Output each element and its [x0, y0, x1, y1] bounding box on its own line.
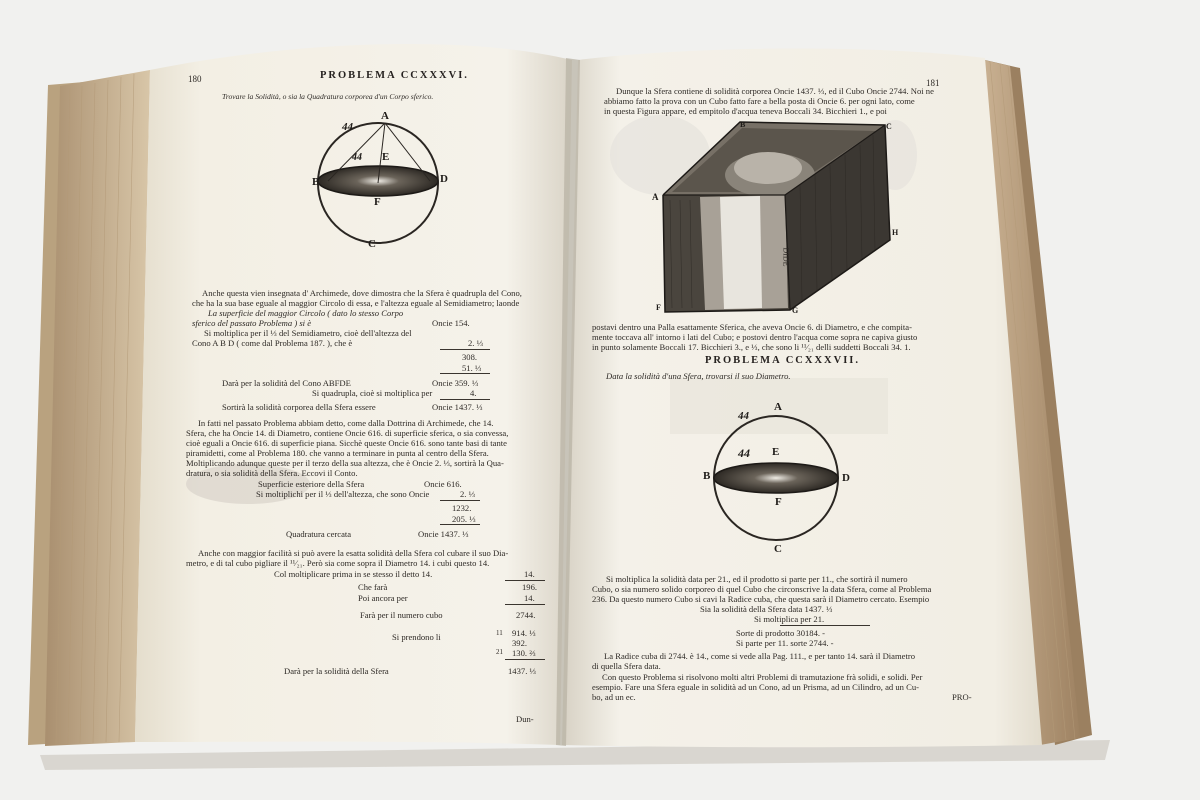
left-num: 51. ⅓ — [462, 363, 482, 373]
left-num: 14. — [524, 569, 535, 579]
left-num: 2. ⅓ — [468, 338, 484, 348]
left-text-line: Superficie esteriore della Sfera — [258, 479, 365, 489]
right-text-line: Si parte per 11. sorte 2744. - — [736, 638, 834, 648]
left-text-line: Anche con maggior facilità si può avere la esatta solidità della Sfera col cubare il suo Dia- — [198, 548, 509, 558]
left-subtitle: Trovare la Solidità, o sia la Quadratura corporea d'un Corpo sferico. — [222, 92, 434, 101]
fig-label-B: B — [703, 470, 711, 482]
cube-label-C: C — [886, 122, 892, 131]
left-text-line: Poi ancora per — [358, 593, 408, 603]
right-text-line: esempio. Fare una Sfera eguale in solidità ad un Cono, ad un Prisma, ad un Cilindro, ad un Cu- — [592, 682, 919, 692]
left-text-line: Si prendono li — [392, 632, 441, 642]
right-heading: PROBLEMA CCXXXVII. — [705, 355, 861, 366]
right-text-line: bo, ad un ec. — [592, 692, 636, 702]
right-text-line: postavi dentro una Palla esattamente Sferica, che aveva Oncie 6. di Diametro, e che compita- — [592, 322, 912, 332]
cube-label-H: H — [892, 228, 899, 237]
cube-label-G: G — [792, 306, 799, 315]
left-text-line: sferico del passato Problema ) si è — [192, 318, 312, 328]
fig-label-D: D — [842, 472, 850, 484]
left-num: 1232. — [452, 503, 472, 513]
right-text-line: Si moltiplica la solidità data per 21., ed il prodotto si parte per 11., che sortirà il numero — [606, 574, 908, 584]
cube-side-text: DIDE — [781, 247, 791, 267]
left-num: Oncie 154. — [432, 318, 470, 328]
left-num: Oncie 359. ⅓ — [432, 378, 479, 388]
left-num: 308. — [462, 352, 478, 362]
cube-label-F: F — [656, 303, 661, 312]
left-text-line: La superficie del maggior Circolo ( dato lo stesso Corpo — [208, 308, 404, 318]
fig-label-A: A — [774, 401, 782, 413]
right-text-line: Cubo, o sia numero solido corporeo di quel Cubo che circonscrive la data Sfera, come al Problema — [592, 584, 932, 594]
left-num: 4. — [470, 388, 477, 398]
fig-label-E: E — [772, 446, 780, 458]
fig-label-C: C — [368, 238, 376, 250]
right-text-line: in punto solamente Boccali 17. Bicchieri 3., e ⅓, che sono li ¹¹⁄₂₁ delli suddetti Boccali 34. 1. — [592, 342, 911, 352]
left-text-line: In fatti nel passato Problema abbiam detto, come dalla Dottrina di Archimede, che 14. — [198, 418, 494, 428]
left-num: Oncie 1437. ⅓ — [432, 402, 483, 412]
right-text-line: Si moltiplica per 21. — [754, 614, 825, 624]
fig-label-F: F — [775, 496, 782, 508]
left-num: 2. ⅓ — [460, 489, 476, 499]
fig-label-B: B — [312, 176, 320, 188]
left-num: 2744. — [516, 610, 536, 620]
right-catchword: PRO- — [952, 692, 972, 702]
left-text-line: Sortirà la solidità corporea della Sfera essere — [222, 402, 376, 412]
cube-label-A: A — [652, 192, 659, 202]
left-heading: PROBLEMA CCXXXVI. — [320, 70, 469, 81]
left-text-line: Farà per il numero cubo — [360, 610, 443, 620]
left-text-line: che ha la sua base eguale al maggior Circolo di essa, e l'altezza eguale al Semidiametro; laonde — [192, 298, 520, 308]
fig-label-inner-num: 44 — [738, 446, 750, 460]
left-text-line: Quadratura cercata — [286, 529, 352, 539]
left-text-line: Che farà — [358, 582, 388, 592]
left-num: 392. — [512, 638, 528, 648]
fig-label-E: E — [382, 151, 390, 163]
left-num: 196. — [522, 582, 538, 592]
left-num: 11 — [496, 629, 503, 637]
right-text-line: abbiamo fatto la prova con un Cubo fatto fare a bella posta di Oncie 6. per ogni lato, come — [604, 96, 915, 106]
fig-label-F: F — [374, 196, 381, 208]
left-num: 1437. ⅓ — [508, 666, 536, 676]
fig-label-num: 44 — [738, 410, 749, 422]
left-text-line: Darà per la solidità della Sfera — [284, 666, 389, 676]
right-text-line: mente toccava all' intorno i lati del Cubo; e postovi dentro l'acqua come sopra ne capiva giusto — [592, 332, 918, 342]
left-num: 14. — [524, 593, 535, 603]
right-text-line: Sia la solidità della Sfera data 1437. ⅓ — [700, 604, 833, 614]
fig-label-C: C — [774, 543, 782, 555]
left-text-line: Si moltiplichi per il ⅓ dell'altezza, che sono Oncie — [256, 489, 430, 499]
left-num: 130. ⅔ — [512, 648, 536, 658]
left-num: 914. ⅓ — [512, 628, 536, 638]
right-text-line: 236. Da questo numero Cubo si cavi la Radice cuba, che questa sarà il Diametro cercato. Esempio — [592, 594, 930, 604]
right-page-number: 181 — [926, 78, 940, 88]
left-text-line: Sfera, che ha Oncie 14. di Diametro, contiene Oncie 616. di superficie sferica, o sia convessa, — [186, 428, 509, 438]
right-text-line: La Radice cuba di 2744. è 14., come si vede alla Pag. 111., e per tanto 14. sarà il Diametro — [604, 651, 916, 661]
left-text-line: dratura, o sia solidità della Sfera. Eccovi il Conto. — [186, 468, 358, 478]
fig-label-D: D — [440, 173, 448, 185]
left-text-line: Col moltiplicare prima in se stesso il detto 14. — [274, 569, 433, 579]
right-text-line: di quella Sfera data. — [592, 661, 661, 671]
left-page-number: 180 — [188, 74, 202, 84]
left-text-line: cioè eguali a Oncie 616. di superficie piana. Sicchè queste Oncie 616. sono tante basi di tante — [186, 438, 507, 448]
left-text-line: Anche questa vien insegnata d' Archimede, dove dimostra che la Sfera è quadrupla del Cono, — [202, 288, 522, 298]
right-subtitle: Data la solidità d'una Sfera, trovarsi il suo Diametro. — [606, 371, 791, 381]
left-catchword: Dun- — [516, 714, 534, 724]
right-text-line: Sorte di prodotto 30184. - — [736, 628, 826, 638]
left-text-line: Si quadrupla, cioè si moltiplica per — [312, 388, 433, 398]
left-num: 21 — [496, 648, 503, 656]
left-text-line: Cono A B D ( come dal Problema 187. ), che è — [192, 338, 353, 348]
fig-label-num: 44 — [342, 121, 353, 133]
left-num: Oncie 1437. ⅓ — [418, 529, 469, 539]
right-text-line: Dunque la Sfera contiene di solidità corporea Oncie 1437. ⅓, ed il Cubo Oncie 2744. Noi ne — [616, 86, 934, 96]
right-text-line: in questa Figura appare, ed empitolo d'acqua teneva Boccali 34. Bicchieri 1., e poi — [604, 106, 887, 116]
fig-label-inner-num: 44 — [352, 152, 362, 163]
left-num: Oncie 616. — [424, 479, 462, 489]
left-text-line: Moltiplicando adunque queste per il terzo della sua altezza, che è Oncie 2. ⅓, sortirà la Qua- — [186, 458, 504, 468]
left-text-line: metro, e di tal cubo pigliare il ¹¹⁄₂₁. Però sia come sopra il Diametro 14. i cubi questo 14. — [186, 558, 490, 568]
cube-label-B: B — [740, 120, 746, 129]
left-text-line: piramidetti, come al Problema 180. che vanno a terminare in punta al centro della Sfera. — [186, 448, 489, 458]
left-text-line: Darà per la solidità del Cono ABFDE — [222, 378, 351, 388]
left-text-line: Si moltiplica per il ⅓ del Semidiametro, cioè dell'altezza del — [204, 328, 412, 338]
fig-label-A: A — [381, 110, 389, 122]
right-text-line: Con questo Problema si risolvono molti altri Problemi di tramutazione frà solidi, e solidi. Per — [602, 672, 923, 682]
left-num: 205. ⅓ — [452, 514, 476, 524]
